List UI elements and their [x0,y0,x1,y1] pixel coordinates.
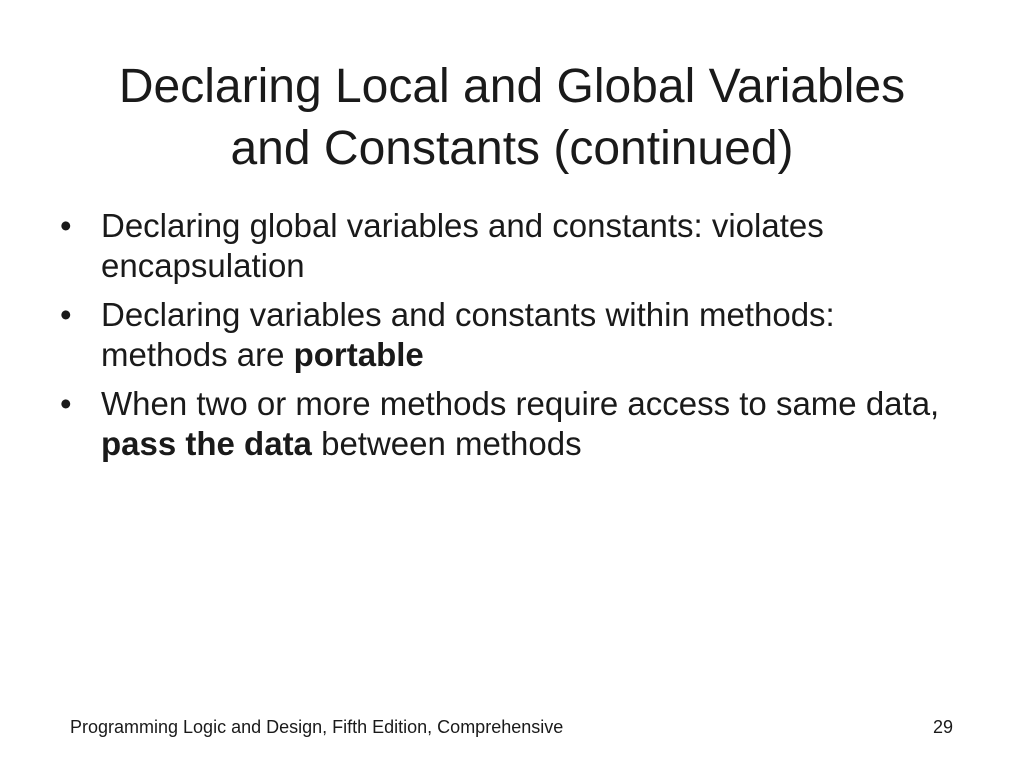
footer-book-title: Programming Logic and Design, Fifth Edition, Comprehensive [70,717,564,737]
bullet-icon: • [60,385,72,422]
bullet-text [101,385,939,462]
footer-page-number: 29 [932,717,953,737]
bullet-text-part: Declaring global variables and constants: violates encapsulation [101,207,824,284]
bullet-icon: • [60,207,72,244]
bullet-bold-text: pass the data [101,425,312,462]
bullet-bold-text: portable [293,336,424,373]
bullet-text-part: between methods [311,425,582,462]
slide-title [40,56,984,180]
bullet-text [101,207,824,284]
bullet-list [60,206,950,473]
bullet-text-part: When two or more methods require access to same data, [101,385,940,422]
bullet-item-3 [60,384,950,464]
bullet-icon: • [60,296,72,333]
slide-title-line-2: and Constants (continued) [230,122,794,175]
slide-title-line-1: Declaring Local and Global Variables [118,60,906,113]
bullet-text [101,296,835,373]
bullet-item-2 [60,295,950,375]
bullet-text-part: Declaring variables and constants within methods: methods are [101,296,835,373]
bullet-item-1 [60,206,950,286]
